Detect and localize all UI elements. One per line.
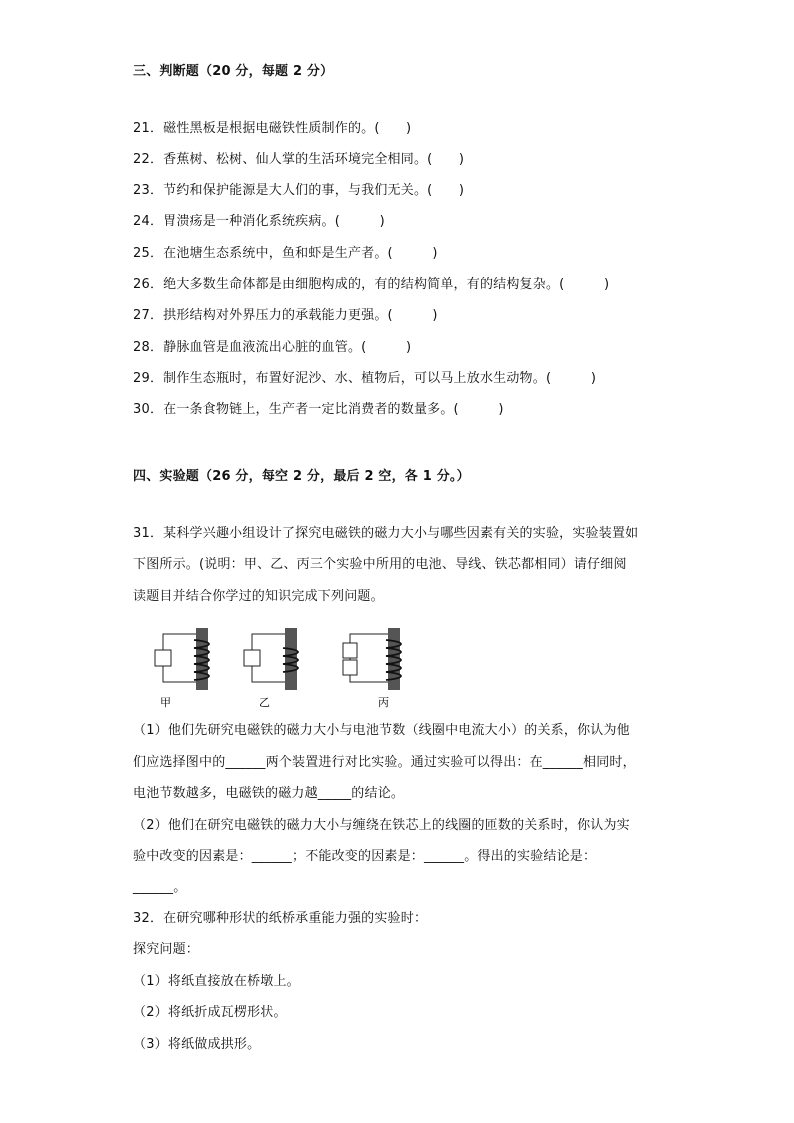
section-4-heading: 四、实验题（26 分，每空 2 分，最后 2 空，各 1 分。） [133,469,470,484]
battery [155,650,171,666]
question-31-line-2: 下图所示。(说明：甲、乙、丙三个实验中所用的电池、导线、铁芯都相同）请仔细阅 [133,557,627,572]
question-31-part-2-line-1: （2）他们在研究电磁铁的磁力大小与缠绕在铁芯上的线圈的匝数的关系时，你认为实 [133,818,630,833]
question-31-part-1-line-1: （1）他们先研究电磁铁的磁力大小与电池节数（线圈中电流大小）的关系，你认为他 [133,723,630,738]
question-23: 23．节约和保护能源是大人们的事，与我们无关。( ) [133,183,465,198]
question-32-line-5: （3）将纸做成拱形。 [133,1037,261,1052]
battery [244,650,260,666]
electromagnet-figure [148,620,418,712]
question-27: 27．拱形结构对外界压力的承载能力更强。( ) [133,308,438,323]
battery-2 [343,660,357,675]
question-31-part-1-line-2: 们应选择图中的______两个装置进行对比实验。通过实验可以得出：在______相同时， [133,755,636,770]
label-jia: 甲 [160,696,171,709]
question-29: 29．制作生态瓶时，布置好泥沙、水、植物后，可以马上放水生动物。( ) [133,371,597,386]
question-31-line-1: 31．某科学兴趣小组设计了探究电磁铁的磁力大小与哪些因素有关的实验，实验装置如 [133,526,639,541]
question-31-part-2-line-2: 验中改变的因素是：______；不能改变的因素是：______。得出的实验结论是： [133,849,597,864]
apparatus-jia [155,628,209,690]
question-24: 24．胃溃疡是一种消化系统疾病。( ) [133,214,385,229]
question-21: 21．磁性黑板是根据电磁铁性质制作的。( ) [133,121,412,136]
question-26: 26．绝大多数生命体都是由细胞构成的，有的结构简单，有的结构复杂。( ) [133,277,610,292]
label-yi: 乙 [259,696,270,709]
section-3-heading: 三、判断题（20 分，每题 2 分） [133,64,334,79]
battery-1 [343,643,357,658]
iron-core [388,628,400,690]
question-32-line-2: 探究问题： [133,942,200,957]
question-32-line-1: 32．在研究哪种形状的纸桥承重能力强的实验时： [133,911,428,926]
question-22: 22．香蕉树、松树、仙人掌的生活环境完全相同。( ) [133,152,465,167]
apparatus-yi [244,628,298,690]
iron-core [196,628,208,690]
question-28: 28．静脉血管是血液流出心脏的血管。( ) [133,340,412,355]
question-32-line-4: （2）将纸折成瓦楞形状。 [133,1005,287,1020]
iron-core [285,628,297,690]
question-31-part-2-line-3: ______。 [133,880,187,895]
question-30: 30．在一条食物链上，生产者一定比消费者的数量多。( ) [133,402,504,417]
question-31-line-3: 读题目并结合你学过的知识完成下列问题。 [133,589,384,604]
question-32-line-3: （1）将纸直接放在桥墩上。 [133,974,300,989]
question-31-part-1-line-3: 电池节数越多，电磁铁的磁力越_____的结论。 [133,786,405,801]
apparatus-bing [343,628,401,690]
label-bing: 丙 [378,696,389,709]
question-25: 25．在池塘生态系统中，鱼和虾是生产者。( ) [133,246,438,261]
